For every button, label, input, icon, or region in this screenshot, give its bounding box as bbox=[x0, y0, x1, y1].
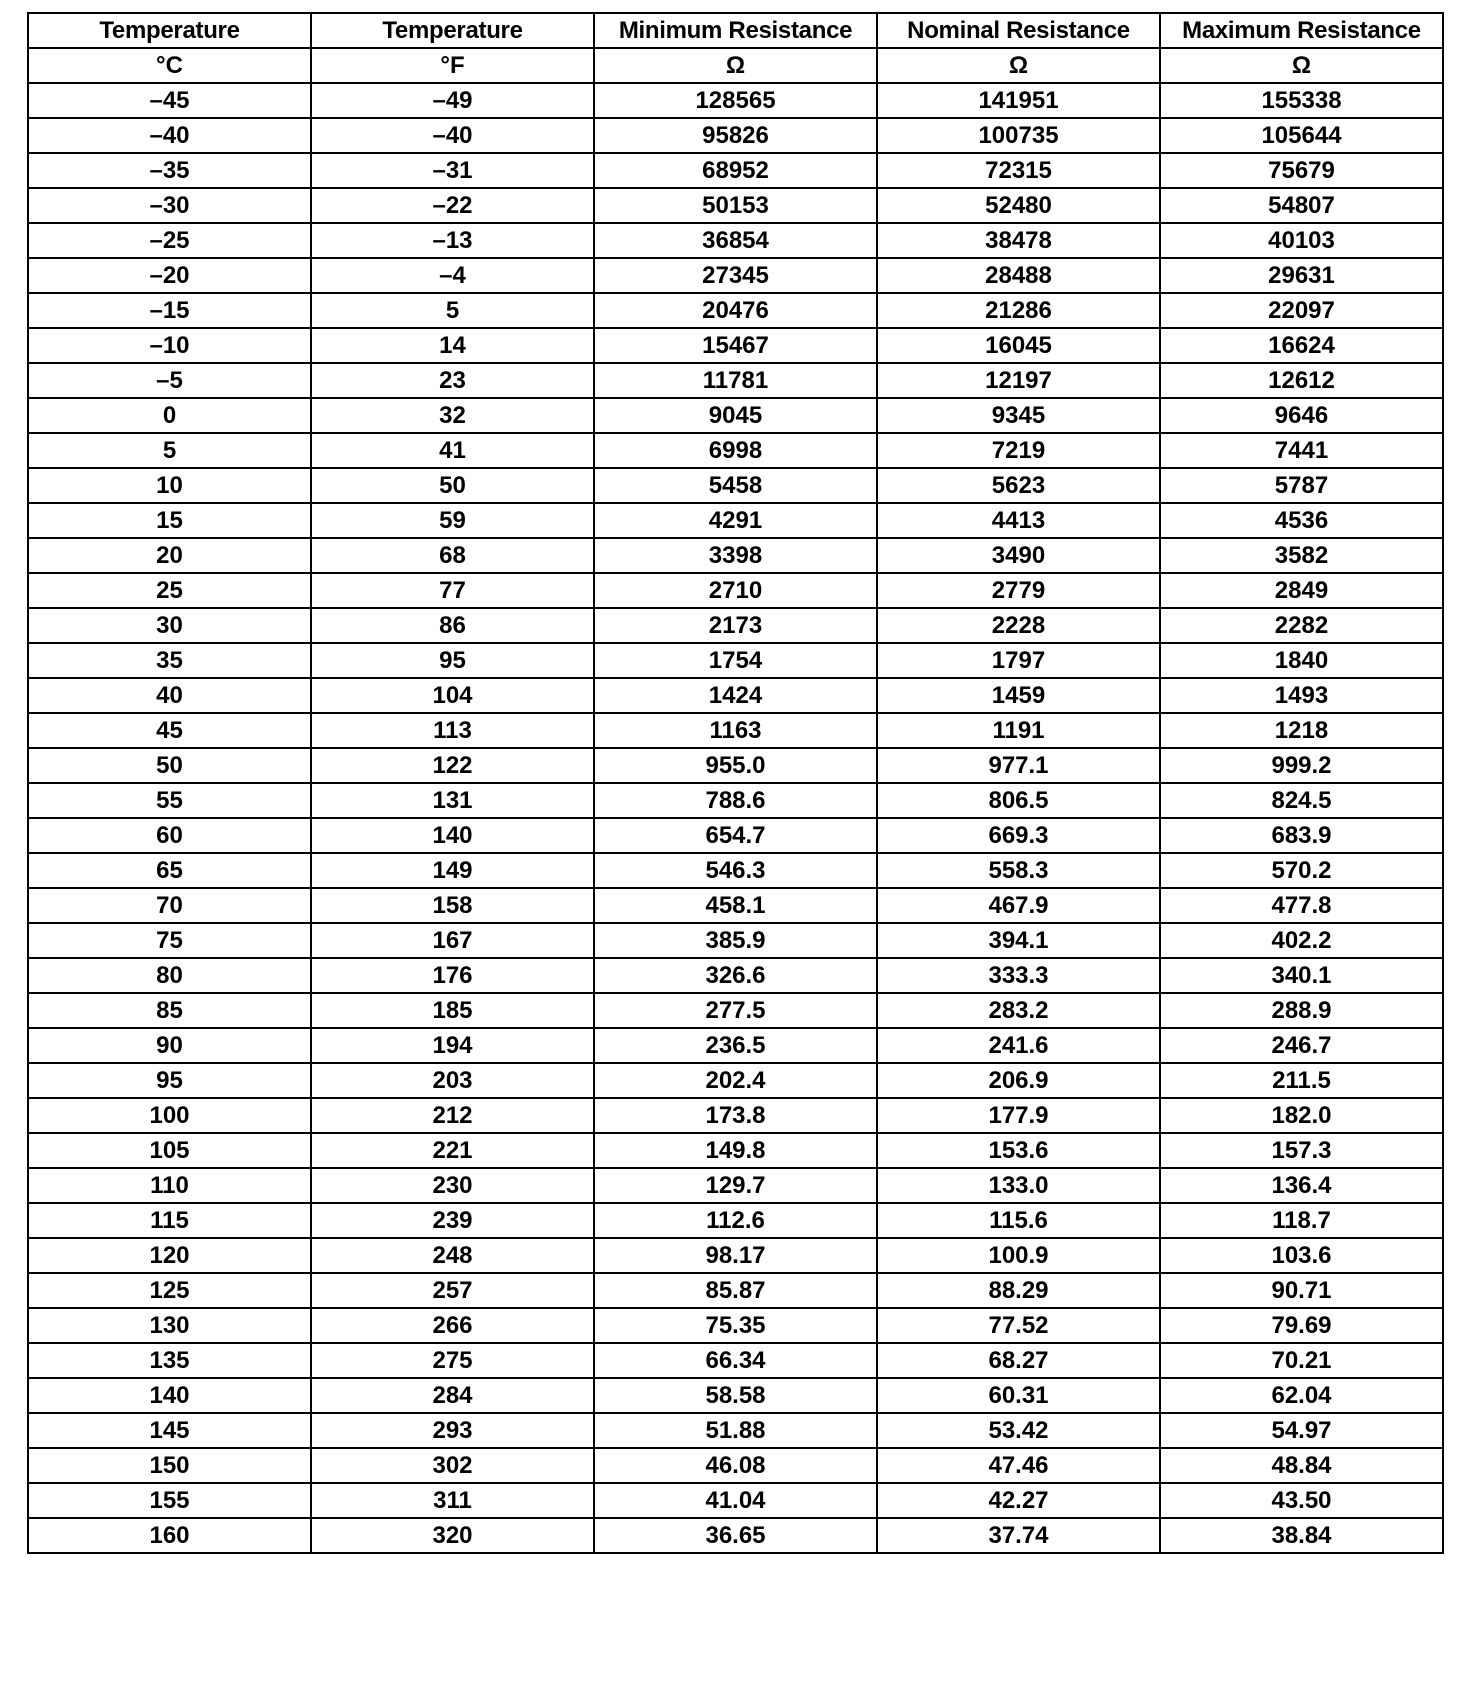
table-row bbox=[28, 223, 1443, 258]
cell-maximum-resistance: 2849 bbox=[1160, 573, 1443, 608]
cell-nominal-resistance: 977.1 bbox=[877, 748, 1160, 783]
cell-nominal-resistance: 12197 bbox=[877, 363, 1160, 398]
cell-minimum-resistance: 36854 bbox=[594, 223, 877, 258]
cell-maximum-resistance: 4536 bbox=[1160, 503, 1443, 538]
cell-temperature-f: 149 bbox=[311, 853, 594, 888]
cell-nominal-resistance: 177.9 bbox=[877, 1098, 1160, 1133]
cell-temperature-f: 239 bbox=[311, 1203, 594, 1238]
cell-maximum-resistance: 683.9 bbox=[1160, 818, 1443, 853]
table-row bbox=[28, 1378, 1443, 1413]
cell-nominal-resistance: 283.2 bbox=[877, 993, 1160, 1028]
table-row bbox=[28, 993, 1443, 1028]
cell-maximum-resistance: 54.97 bbox=[1160, 1413, 1443, 1448]
cell-maximum-resistance: 824.5 bbox=[1160, 783, 1443, 818]
cell-temperature-c: 0 bbox=[28, 398, 311, 433]
cell-maximum-resistance: 29631 bbox=[1160, 258, 1443, 293]
cell-nominal-resistance: 72315 bbox=[877, 153, 1160, 188]
unit-ohm-nominal: Ω bbox=[877, 48, 1160, 83]
cell-temperature-f: 68 bbox=[311, 538, 594, 573]
cell-temperature-c: 145 bbox=[28, 1413, 311, 1448]
table-row bbox=[28, 1028, 1443, 1063]
cell-temperature-f: 311 bbox=[311, 1483, 594, 1518]
cell-maximum-resistance: 477.8 bbox=[1160, 888, 1443, 923]
cell-maximum-resistance: 105644 bbox=[1160, 118, 1443, 153]
table-row bbox=[28, 1518, 1443, 1553]
cell-nominal-resistance: 558.3 bbox=[877, 853, 1160, 888]
cell-temperature-c: 75 bbox=[28, 923, 311, 958]
table-row bbox=[28, 118, 1443, 153]
cell-minimum-resistance: 3398 bbox=[594, 538, 877, 573]
table-row bbox=[28, 573, 1443, 608]
table-row bbox=[28, 538, 1443, 573]
cell-temperature-c: 160 bbox=[28, 1518, 311, 1553]
cell-temperature-f: 230 bbox=[311, 1168, 594, 1203]
cell-maximum-resistance: 70.21 bbox=[1160, 1343, 1443, 1378]
table-row bbox=[28, 853, 1443, 888]
table-header bbox=[28, 13, 1443, 83]
cell-maximum-resistance: 288.9 bbox=[1160, 993, 1443, 1028]
cell-nominal-resistance: 37.74 bbox=[877, 1518, 1160, 1553]
header-nominal-resistance: Nominal Resistance bbox=[877, 13, 1160, 48]
unit-celsius: °C bbox=[28, 48, 311, 83]
cell-nominal-resistance: 206.9 bbox=[877, 1063, 1160, 1098]
cell-maximum-resistance: 48.84 bbox=[1160, 1448, 1443, 1483]
cell-nominal-resistance: 47.46 bbox=[877, 1448, 1160, 1483]
cell-minimum-resistance: 277.5 bbox=[594, 993, 877, 1028]
cell-temperature-c: 70 bbox=[28, 888, 311, 923]
cell-maximum-resistance: 75679 bbox=[1160, 153, 1443, 188]
cell-minimum-resistance: 129.7 bbox=[594, 1168, 877, 1203]
cell-maximum-resistance: 1840 bbox=[1160, 643, 1443, 678]
cell-temperature-c: 155 bbox=[28, 1483, 311, 1518]
cell-temperature-f: 113 bbox=[311, 713, 594, 748]
cell-nominal-resistance: 1191 bbox=[877, 713, 1160, 748]
cell-temperature-f: 203 bbox=[311, 1063, 594, 1098]
table-row bbox=[28, 83, 1443, 118]
cell-temperature-c: 60 bbox=[28, 818, 311, 853]
table-row bbox=[28, 1413, 1443, 1448]
cell-maximum-resistance: 182.0 bbox=[1160, 1098, 1443, 1133]
cell-temperature-c: –10 bbox=[28, 328, 311, 363]
cell-temperature-c: 95 bbox=[28, 1063, 311, 1098]
cell-minimum-resistance: 95826 bbox=[594, 118, 877, 153]
cell-nominal-resistance: 141951 bbox=[877, 83, 1160, 118]
cell-temperature-c: –30 bbox=[28, 188, 311, 223]
cell-temperature-c: 55 bbox=[28, 783, 311, 818]
cell-temperature-f: 14 bbox=[311, 328, 594, 363]
cell-nominal-resistance: 21286 bbox=[877, 293, 1160, 328]
cell-nominal-resistance: 241.6 bbox=[877, 1028, 1160, 1063]
table-row bbox=[28, 1238, 1443, 1273]
cell-temperature-c: 40 bbox=[28, 678, 311, 713]
cell-maximum-resistance: 40103 bbox=[1160, 223, 1443, 258]
cell-temperature-f: 95 bbox=[311, 643, 594, 678]
cell-temperature-f: 50 bbox=[311, 468, 594, 503]
cell-minimum-resistance: 2710 bbox=[594, 573, 877, 608]
header-maximum-resistance: Maximum Resistance bbox=[1160, 13, 1443, 48]
cell-temperature-c: 100 bbox=[28, 1098, 311, 1133]
cell-minimum-resistance: 98.17 bbox=[594, 1238, 877, 1273]
cell-nominal-resistance: 2228 bbox=[877, 608, 1160, 643]
cell-maximum-resistance: 16624 bbox=[1160, 328, 1443, 363]
cell-nominal-resistance: 467.9 bbox=[877, 888, 1160, 923]
cell-minimum-resistance: 546.3 bbox=[594, 853, 877, 888]
cell-minimum-resistance: 1424 bbox=[594, 678, 877, 713]
table-row bbox=[28, 608, 1443, 643]
table-row bbox=[28, 1063, 1443, 1098]
table-row bbox=[28, 1168, 1443, 1203]
table-row bbox=[28, 818, 1443, 853]
cell-temperature-f: –22 bbox=[311, 188, 594, 223]
cell-temperature-c: 25 bbox=[28, 573, 311, 608]
table-row bbox=[28, 1203, 1443, 1238]
cell-minimum-resistance: 955.0 bbox=[594, 748, 877, 783]
cell-minimum-resistance: 75.35 bbox=[594, 1308, 877, 1343]
table-row bbox=[28, 888, 1443, 923]
cell-temperature-c: 10 bbox=[28, 468, 311, 503]
cell-temperature-f: 212 bbox=[311, 1098, 594, 1133]
cell-maximum-resistance: 999.2 bbox=[1160, 748, 1443, 783]
cell-nominal-resistance: 60.31 bbox=[877, 1378, 1160, 1413]
table-row bbox=[28, 1273, 1443, 1308]
cell-temperature-f: –40 bbox=[311, 118, 594, 153]
cell-minimum-resistance: 385.9 bbox=[594, 923, 877, 958]
cell-minimum-resistance: 51.88 bbox=[594, 1413, 877, 1448]
table-row bbox=[28, 363, 1443, 398]
cell-maximum-resistance: 1493 bbox=[1160, 678, 1443, 713]
cell-minimum-resistance: 2173 bbox=[594, 608, 877, 643]
cell-maximum-resistance: 43.50 bbox=[1160, 1483, 1443, 1518]
cell-temperature-c: 30 bbox=[28, 608, 311, 643]
cell-minimum-resistance: 1754 bbox=[594, 643, 877, 678]
cell-temperature-f: 122 bbox=[311, 748, 594, 783]
cell-temperature-f: 284 bbox=[311, 1378, 594, 1413]
cell-nominal-resistance: 7219 bbox=[877, 433, 1160, 468]
cell-temperature-c: –45 bbox=[28, 83, 311, 118]
cell-minimum-resistance: 128565 bbox=[594, 83, 877, 118]
table-row bbox=[28, 153, 1443, 188]
cell-temperature-c: 85 bbox=[28, 993, 311, 1028]
cell-minimum-resistance: 11781 bbox=[594, 363, 877, 398]
cell-temperature-f: 158 bbox=[311, 888, 594, 923]
cell-temperature-f: 32 bbox=[311, 398, 594, 433]
cell-nominal-resistance: 3490 bbox=[877, 538, 1160, 573]
header-unit-row bbox=[28, 48, 1443, 83]
cell-maximum-resistance: 7441 bbox=[1160, 433, 1443, 468]
cell-nominal-resistance: 394.1 bbox=[877, 923, 1160, 958]
cell-temperature-f: 41 bbox=[311, 433, 594, 468]
cell-maximum-resistance: 2282 bbox=[1160, 608, 1443, 643]
cell-temperature-c: 50 bbox=[28, 748, 311, 783]
cell-maximum-resistance: 402.2 bbox=[1160, 923, 1443, 958]
cell-temperature-c: 15 bbox=[28, 503, 311, 538]
cell-minimum-resistance: 20476 bbox=[594, 293, 877, 328]
cell-maximum-resistance: 340.1 bbox=[1160, 958, 1443, 993]
cell-minimum-resistance: 236.5 bbox=[594, 1028, 877, 1063]
cell-nominal-resistance: 153.6 bbox=[877, 1133, 1160, 1168]
cell-maximum-resistance: 38.84 bbox=[1160, 1518, 1443, 1553]
cell-minimum-resistance: 112.6 bbox=[594, 1203, 877, 1238]
cell-temperature-f: 59 bbox=[311, 503, 594, 538]
cell-minimum-resistance: 15467 bbox=[594, 328, 877, 363]
table-row bbox=[28, 328, 1443, 363]
table-row bbox=[28, 1308, 1443, 1343]
table-row bbox=[28, 258, 1443, 293]
cell-temperature-c: 115 bbox=[28, 1203, 311, 1238]
header-temperature-f: Temperature bbox=[311, 13, 594, 48]
cell-minimum-resistance: 202.4 bbox=[594, 1063, 877, 1098]
table-row bbox=[28, 468, 1443, 503]
table-row bbox=[28, 1483, 1443, 1518]
cell-nominal-resistance: 28488 bbox=[877, 258, 1160, 293]
table-row bbox=[28, 783, 1443, 818]
cell-temperature-f: 86 bbox=[311, 608, 594, 643]
cell-maximum-resistance: 103.6 bbox=[1160, 1238, 1443, 1273]
cell-minimum-resistance: 85.87 bbox=[594, 1273, 877, 1308]
resistance-table bbox=[27, 12, 1444, 1554]
cell-temperature-c: 125 bbox=[28, 1273, 311, 1308]
cell-temperature-c: 80 bbox=[28, 958, 311, 993]
cell-nominal-resistance: 52480 bbox=[877, 188, 1160, 223]
cell-minimum-resistance: 68952 bbox=[594, 153, 877, 188]
cell-maximum-resistance: 79.69 bbox=[1160, 1308, 1443, 1343]
cell-nominal-resistance: 333.3 bbox=[877, 958, 1160, 993]
cell-minimum-resistance: 788.6 bbox=[594, 783, 877, 818]
cell-nominal-resistance: 42.27 bbox=[877, 1483, 1160, 1518]
cell-minimum-resistance: 9045 bbox=[594, 398, 877, 433]
table-row bbox=[28, 188, 1443, 223]
table-row bbox=[28, 398, 1443, 433]
cell-minimum-resistance: 5458 bbox=[594, 468, 877, 503]
cell-maximum-resistance: 118.7 bbox=[1160, 1203, 1443, 1238]
cell-maximum-resistance: 12612 bbox=[1160, 363, 1443, 398]
cell-temperature-f: 221 bbox=[311, 1133, 594, 1168]
cell-maximum-resistance: 157.3 bbox=[1160, 1133, 1443, 1168]
cell-minimum-resistance: 326.6 bbox=[594, 958, 877, 993]
table-row bbox=[28, 1133, 1443, 1168]
cell-minimum-resistance: 6998 bbox=[594, 433, 877, 468]
cell-temperature-f: 131 bbox=[311, 783, 594, 818]
cell-minimum-resistance: 50153 bbox=[594, 188, 877, 223]
cell-temperature-c: 105 bbox=[28, 1133, 311, 1168]
cell-temperature-f: –31 bbox=[311, 153, 594, 188]
cell-minimum-resistance: 36.65 bbox=[594, 1518, 877, 1553]
cell-nominal-resistance: 38478 bbox=[877, 223, 1160, 258]
cell-temperature-c: 45 bbox=[28, 713, 311, 748]
cell-nominal-resistance: 1459 bbox=[877, 678, 1160, 713]
cell-temperature-c: –20 bbox=[28, 258, 311, 293]
cell-temperature-f: 320 bbox=[311, 1518, 594, 1553]
cell-nominal-resistance: 115.6 bbox=[877, 1203, 1160, 1238]
cell-temperature-f: 104 bbox=[311, 678, 594, 713]
table-row bbox=[28, 643, 1443, 678]
cell-temperature-f: 293 bbox=[311, 1413, 594, 1448]
cell-nominal-resistance: 669.3 bbox=[877, 818, 1160, 853]
cell-nominal-resistance: 5623 bbox=[877, 468, 1160, 503]
cell-minimum-resistance: 66.34 bbox=[594, 1343, 877, 1378]
cell-maximum-resistance: 136.4 bbox=[1160, 1168, 1443, 1203]
cell-nominal-resistance: 133.0 bbox=[877, 1168, 1160, 1203]
table-row bbox=[28, 433, 1443, 468]
cell-maximum-resistance: 22097 bbox=[1160, 293, 1443, 328]
cell-temperature-f: 23 bbox=[311, 363, 594, 398]
table-row bbox=[28, 1343, 1443, 1378]
cell-maximum-resistance: 54807 bbox=[1160, 188, 1443, 223]
cell-temperature-f: 140 bbox=[311, 818, 594, 853]
table-row bbox=[28, 748, 1443, 783]
cell-temperature-f: 266 bbox=[311, 1308, 594, 1343]
cell-minimum-resistance: 58.58 bbox=[594, 1378, 877, 1413]
unit-fahrenheit: °F bbox=[311, 48, 594, 83]
table-row bbox=[28, 678, 1443, 713]
cell-maximum-resistance: 62.04 bbox=[1160, 1378, 1443, 1413]
cell-nominal-resistance: 16045 bbox=[877, 328, 1160, 363]
cell-temperature-c: 90 bbox=[28, 1028, 311, 1063]
cell-temperature-c: –35 bbox=[28, 153, 311, 188]
table-row bbox=[28, 293, 1443, 328]
cell-temperature-c: –40 bbox=[28, 118, 311, 153]
unit-ohm-minimum: Ω bbox=[594, 48, 877, 83]
cell-temperature-f: 167 bbox=[311, 923, 594, 958]
cell-temperature-f: 77 bbox=[311, 573, 594, 608]
cell-temperature-f: 185 bbox=[311, 993, 594, 1028]
cell-maximum-resistance: 1218 bbox=[1160, 713, 1443, 748]
cell-temperature-c: 65 bbox=[28, 853, 311, 888]
cell-temperature-f: –49 bbox=[311, 83, 594, 118]
cell-temperature-c: 135 bbox=[28, 1343, 311, 1378]
cell-nominal-resistance: 2779 bbox=[877, 573, 1160, 608]
cell-temperature-c: 120 bbox=[28, 1238, 311, 1273]
cell-temperature-f: 257 bbox=[311, 1273, 594, 1308]
table-row bbox=[28, 1448, 1443, 1483]
table-row bbox=[28, 503, 1443, 538]
cell-minimum-resistance: 27345 bbox=[594, 258, 877, 293]
cell-temperature-c: –25 bbox=[28, 223, 311, 258]
cell-nominal-resistance: 88.29 bbox=[877, 1273, 1160, 1308]
cell-minimum-resistance: 149.8 bbox=[594, 1133, 877, 1168]
cell-minimum-resistance: 41.04 bbox=[594, 1483, 877, 1518]
cell-maximum-resistance: 5787 bbox=[1160, 468, 1443, 503]
header-title-row bbox=[28, 13, 1443, 48]
cell-nominal-resistance: 100735 bbox=[877, 118, 1160, 153]
table-row bbox=[28, 923, 1443, 958]
cell-minimum-resistance: 4291 bbox=[594, 503, 877, 538]
cell-temperature-f: 176 bbox=[311, 958, 594, 993]
cell-temperature-f: –4 bbox=[311, 258, 594, 293]
cell-temperature-c: 20 bbox=[28, 538, 311, 573]
cell-temperature-f: 248 bbox=[311, 1238, 594, 1273]
cell-nominal-resistance: 9345 bbox=[877, 398, 1160, 433]
cell-maximum-resistance: 570.2 bbox=[1160, 853, 1443, 888]
cell-maximum-resistance: 155338 bbox=[1160, 83, 1443, 118]
cell-nominal-resistance: 100.9 bbox=[877, 1238, 1160, 1273]
cell-temperature-c: 130 bbox=[28, 1308, 311, 1343]
cell-temperature-c: 140 bbox=[28, 1378, 311, 1413]
cell-temperature-f: 302 bbox=[311, 1448, 594, 1483]
cell-minimum-resistance: 654.7 bbox=[594, 818, 877, 853]
cell-maximum-resistance: 246.7 bbox=[1160, 1028, 1443, 1063]
cell-temperature-c: –5 bbox=[28, 363, 311, 398]
cell-maximum-resistance: 9646 bbox=[1160, 398, 1443, 433]
cell-nominal-resistance: 4413 bbox=[877, 503, 1160, 538]
cell-temperature-f: –13 bbox=[311, 223, 594, 258]
table-row bbox=[28, 1098, 1443, 1133]
table-row bbox=[28, 713, 1443, 748]
table-body bbox=[28, 83, 1443, 1553]
cell-minimum-resistance: 458.1 bbox=[594, 888, 877, 923]
cell-temperature-f: 194 bbox=[311, 1028, 594, 1063]
cell-temperature-c: 5 bbox=[28, 433, 311, 468]
cell-temperature-c: 110 bbox=[28, 1168, 311, 1203]
cell-temperature-f: 275 bbox=[311, 1343, 594, 1378]
cell-nominal-resistance: 68.27 bbox=[877, 1343, 1160, 1378]
cell-nominal-resistance: 77.52 bbox=[877, 1308, 1160, 1343]
unit-ohm-maximum: Ω bbox=[1160, 48, 1443, 83]
table-row bbox=[28, 958, 1443, 993]
cell-temperature-f: 5 bbox=[311, 293, 594, 328]
cell-minimum-resistance: 173.8 bbox=[594, 1098, 877, 1133]
cell-maximum-resistance: 211.5 bbox=[1160, 1063, 1443, 1098]
header-temperature-c: Temperature bbox=[28, 13, 311, 48]
cell-nominal-resistance: 1797 bbox=[877, 643, 1160, 678]
cell-temperature-c: 35 bbox=[28, 643, 311, 678]
cell-maximum-resistance: 90.71 bbox=[1160, 1273, 1443, 1308]
cell-temperature-c: 150 bbox=[28, 1448, 311, 1483]
header-minimum-resistance: Minimum Resistance bbox=[594, 13, 877, 48]
cell-nominal-resistance: 806.5 bbox=[877, 783, 1160, 818]
cell-minimum-resistance: 46.08 bbox=[594, 1448, 877, 1483]
cell-maximum-resistance: 3582 bbox=[1160, 538, 1443, 573]
cell-temperature-c: –15 bbox=[28, 293, 311, 328]
cell-nominal-resistance: 53.42 bbox=[877, 1413, 1160, 1448]
cell-minimum-resistance: 1163 bbox=[594, 713, 877, 748]
